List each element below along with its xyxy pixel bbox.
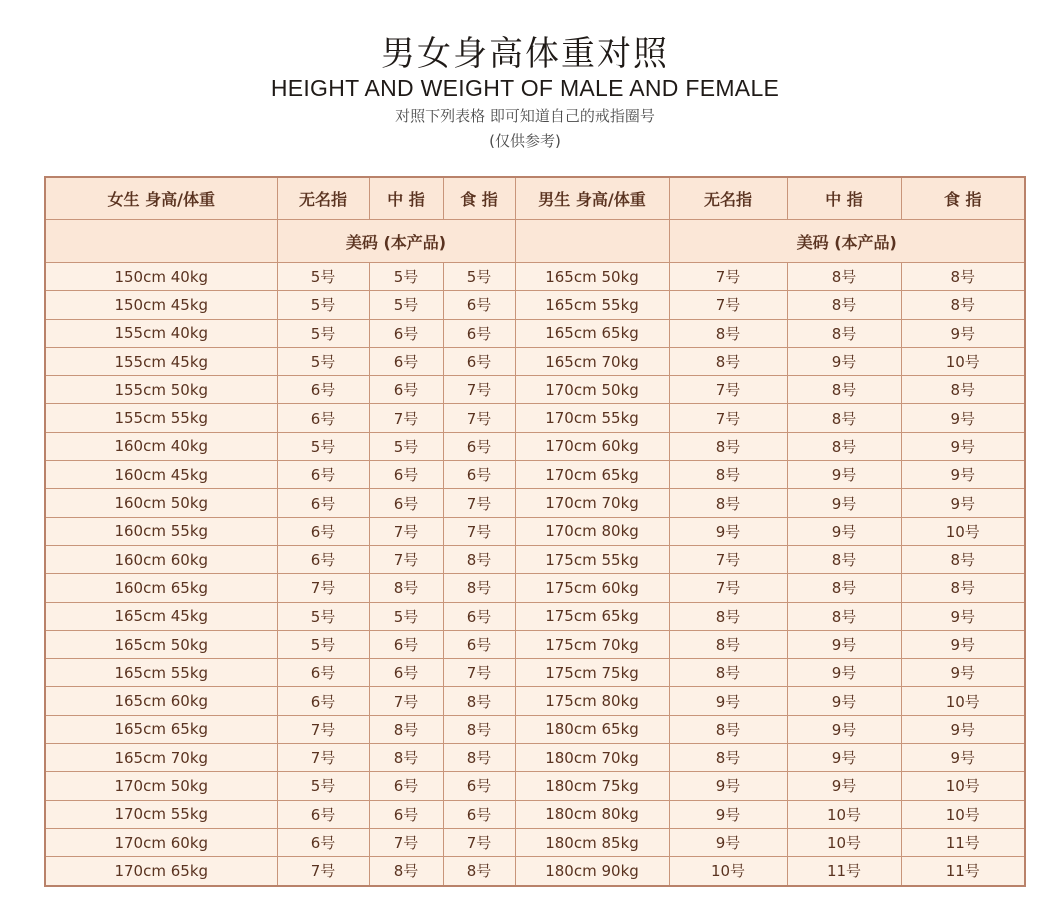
table-row (45, 800, 1025, 828)
male-middle-size-cell: 10号 (787, 828, 901, 856)
male-index-size-cell: 10号 (901, 347, 1025, 375)
female-index-size-cell: 6号 (443, 319, 515, 347)
male-height-weight-cell: 170cm 50kg (515, 376, 669, 404)
male-height-weight-cell: 180cm 65kg (515, 715, 669, 743)
female-middle-size-cell: 7号 (369, 404, 443, 432)
table-row (45, 291, 1025, 319)
page-subtitle: HEIGHT AND WEIGHT OF MALE AND FEMALE (270, 75, 780, 101)
female-middle-size-cell: 7号 (369, 687, 443, 715)
female-middle-size-cell: 6号 (369, 461, 443, 489)
female-middle-size-cell: 5号 (369, 291, 443, 319)
female-height-weight-cell: 165cm 45kg (45, 602, 277, 630)
male-middle-size-cell: 9号 (787, 461, 901, 489)
male-index-size-cell: 8号 (901, 574, 1025, 602)
female-height-weight-cell: 165cm 65kg (45, 715, 277, 743)
male-middle-size-cell: 8号 (787, 432, 901, 460)
table-row (45, 404, 1025, 432)
table-row (45, 630, 1025, 658)
female-middle-size-cell: 6号 (369, 319, 443, 347)
male-index-size-cell: 8号 (901, 291, 1025, 319)
female-index-finger-header: 食 指 (443, 177, 515, 220)
female-ring-size-cell: 6号 (277, 545, 369, 573)
male-height-weight-header: 男生 身高/体重 (515, 177, 669, 220)
female-middle-size-cell: 7号 (369, 545, 443, 573)
table-row (45, 828, 1025, 856)
male-height-weight-cell: 175cm 80kg (515, 687, 669, 715)
male-height-weight-cell: 170cm 65kg (515, 461, 669, 489)
female-height-weight-cell: 160cm 45kg (45, 461, 277, 489)
female-ring-finger-header: 无名指 (277, 177, 369, 220)
header-row (45, 177, 1025, 220)
male-ring-size-cell: 8号 (669, 432, 787, 460)
male-middle-size-cell: 8号 (787, 574, 901, 602)
female-index-size-cell: 6号 (443, 347, 515, 375)
male-ring-size-cell: 7号 (669, 545, 787, 573)
size-chart-table-wrapper (44, 176, 1024, 887)
female-index-size-cell: 7号 (443, 659, 515, 687)
table-row (45, 602, 1025, 630)
male-height-weight-cell: 180cm 70kg (515, 744, 669, 772)
male-ring-size-cell: 7号 (669, 376, 787, 404)
male-middle-size-cell: 9号 (787, 630, 901, 658)
female-height-weight-cell: 165cm 55kg (45, 659, 277, 687)
female-height-weight-cell: 165cm 50kg (45, 630, 277, 658)
female-height-weight-cell: 160cm 50kg (45, 489, 277, 517)
table-row (45, 319, 1025, 347)
female-us-size-subheader: 美码 (本产品) (277, 220, 515, 263)
female-ring-size-cell: 6号 (277, 489, 369, 517)
female-middle-size-cell: 6号 (369, 489, 443, 517)
male-middle-size-cell: 11号 (787, 857, 901, 886)
size-chart-table (44, 176, 1026, 887)
male-ring-size-cell: 7号 (669, 291, 787, 319)
female-index-size-cell: 5号 (443, 263, 515, 291)
female-middle-size-cell: 6号 (369, 347, 443, 375)
female-index-size-cell: 6号 (443, 461, 515, 489)
male-index-size-cell: 9号 (901, 319, 1025, 347)
male-middle-size-cell: 8号 (787, 404, 901, 432)
male-ring-size-cell: 10号 (669, 857, 787, 886)
female-height-weight-cell: 155cm 55kg (45, 404, 277, 432)
table-row (45, 744, 1025, 772)
male-index-size-cell: 11号 (901, 857, 1025, 886)
female-index-size-cell: 8号 (443, 545, 515, 573)
female-middle-size-cell: 5号 (369, 432, 443, 460)
female-blank-subheader (45, 220, 277, 263)
male-height-weight-cell: 170cm 70kg (515, 489, 669, 517)
female-ring-size-cell: 7号 (277, 857, 369, 886)
male-index-size-cell: 9号 (901, 432, 1025, 460)
female-middle-size-cell: 7号 (369, 828, 443, 856)
male-height-weight-cell: 170cm 80kg (515, 517, 669, 545)
male-middle-size-cell: 8号 (787, 602, 901, 630)
female-index-size-cell: 8号 (443, 687, 515, 715)
male-index-size-cell: 10号 (901, 687, 1025, 715)
table-row (45, 489, 1025, 517)
male-ring-size-cell: 9号 (669, 800, 787, 828)
female-height-weight-cell: 155cm 40kg (45, 319, 277, 347)
male-height-weight-cell: 180cm 75kg (515, 772, 669, 800)
female-index-size-cell: 6号 (443, 772, 515, 800)
female-ring-size-cell: 5号 (277, 602, 369, 630)
female-index-size-cell: 8号 (443, 574, 515, 602)
table-row (45, 857, 1025, 886)
male-ring-size-cell: 8号 (669, 630, 787, 658)
female-index-size-cell: 6号 (443, 630, 515, 658)
male-middle-finger-header: 中 指 (787, 177, 901, 220)
table-row (45, 432, 1025, 460)
female-index-size-cell: 6号 (443, 291, 515, 319)
female-middle-size-cell: 8号 (369, 574, 443, 602)
male-height-weight-cell: 165cm 55kg (515, 291, 669, 319)
male-ring-size-cell: 9号 (669, 517, 787, 545)
table-row (45, 376, 1025, 404)
male-index-size-cell: 9号 (901, 489, 1025, 517)
male-index-size-cell: 9号 (901, 715, 1025, 743)
male-index-size-cell: 10号 (901, 800, 1025, 828)
female-ring-size-cell: 5号 (277, 772, 369, 800)
table-row (45, 715, 1025, 743)
male-index-size-cell: 9号 (901, 602, 1025, 630)
table-row (45, 659, 1025, 687)
female-index-size-cell: 6号 (443, 800, 515, 828)
table-row (45, 347, 1025, 375)
female-index-size-cell: 8号 (443, 744, 515, 772)
female-ring-size-cell: 5号 (277, 432, 369, 460)
female-middle-size-cell: 8号 (369, 715, 443, 743)
table-row (45, 263, 1025, 291)
size-chart-body (45, 263, 1025, 886)
female-index-size-cell: 7号 (443, 404, 515, 432)
female-height-weight-cell: 155cm 45kg (45, 347, 277, 375)
male-us-size-subheader: 美码 (本产品) (669, 220, 1025, 263)
male-height-weight-cell: 175cm 70kg (515, 630, 669, 658)
female-ring-size-cell: 6号 (277, 517, 369, 545)
male-index-size-cell: 10号 (901, 772, 1025, 800)
male-index-finger-header: 食 指 (901, 177, 1025, 220)
female-ring-size-cell: 6号 (277, 404, 369, 432)
female-height-weight-cell: 150cm 40kg (45, 263, 277, 291)
male-index-size-cell: 9号 (901, 404, 1025, 432)
female-index-size-cell: 6号 (443, 432, 515, 460)
female-index-size-cell: 7号 (443, 517, 515, 545)
male-middle-size-cell: 9号 (787, 715, 901, 743)
male-middle-size-cell: 8号 (787, 291, 901, 319)
male-ring-size-cell: 8号 (669, 461, 787, 489)
male-height-weight-cell: 180cm 90kg (515, 857, 669, 886)
female-middle-finger-header: 中 指 (369, 177, 443, 220)
female-middle-size-cell: 6号 (369, 772, 443, 800)
male-blank-subheader (515, 220, 669, 263)
male-middle-size-cell: 9号 (787, 347, 901, 375)
female-index-size-cell: 7号 (443, 489, 515, 517)
female-height-weight-cell: 150cm 45kg (45, 291, 277, 319)
female-middle-size-cell: 6号 (369, 800, 443, 828)
male-ring-size-cell: 7号 (669, 263, 787, 291)
female-index-size-cell: 7号 (443, 828, 515, 856)
female-middle-size-cell: 8号 (369, 744, 443, 772)
table-row (45, 461, 1025, 489)
disclaimer-note: (仅供参考) (489, 132, 561, 150)
table-row (45, 517, 1025, 545)
female-ring-size-cell: 6号 (277, 800, 369, 828)
table-row (45, 687, 1025, 715)
female-middle-size-cell: 6号 (369, 659, 443, 687)
male-middle-size-cell: 9号 (787, 744, 901, 772)
male-ring-size-cell: 9号 (669, 772, 787, 800)
male-index-size-cell: 8号 (901, 263, 1025, 291)
male-ring-size-cell: 8号 (669, 489, 787, 517)
female-ring-size-cell: 6号 (277, 376, 369, 404)
female-height-weight-header: 女生 身高/体重 (45, 177, 277, 220)
female-ring-size-cell: 7号 (277, 715, 369, 743)
female-middle-size-cell: 5号 (369, 602, 443, 630)
instruction-note: 对照下列表格 即可知道自己的戒指圈号 (395, 107, 655, 125)
male-ring-size-cell: 8号 (669, 347, 787, 375)
male-height-weight-cell: 170cm 55kg (515, 404, 669, 432)
male-ring-size-cell: 9号 (669, 828, 787, 856)
female-index-size-cell: 8号 (443, 857, 515, 886)
page-title: 男女身高体重对照 (381, 34, 669, 74)
male-height-weight-cell: 180cm 80kg (515, 800, 669, 828)
male-ring-size-cell: 8号 (669, 659, 787, 687)
male-middle-size-cell: 8号 (787, 545, 901, 573)
male-height-weight-cell: 175cm 60kg (515, 574, 669, 602)
female-middle-size-cell: 6号 (369, 630, 443, 658)
male-height-weight-cell: 180cm 85kg (515, 828, 669, 856)
female-height-weight-cell: 165cm 70kg (45, 744, 277, 772)
male-height-weight-cell: 165cm 50kg (515, 263, 669, 291)
female-ring-size-cell: 6号 (277, 828, 369, 856)
male-middle-size-cell: 8号 (787, 376, 901, 404)
female-height-weight-cell: 170cm 65kg (45, 857, 277, 886)
female-height-weight-cell: 160cm 55kg (45, 517, 277, 545)
male-height-weight-cell: 175cm 75kg (515, 659, 669, 687)
male-middle-size-cell: 9号 (787, 687, 901, 715)
female-ring-size-cell: 6号 (277, 461, 369, 489)
female-height-weight-cell: 170cm 60kg (45, 828, 277, 856)
male-index-size-cell: 8号 (901, 545, 1025, 573)
table-row (45, 772, 1025, 800)
female-height-weight-cell: 160cm 60kg (45, 545, 277, 573)
male-index-size-cell: 8号 (901, 376, 1025, 404)
male-middle-size-cell: 8号 (787, 319, 901, 347)
female-ring-size-cell: 6号 (277, 687, 369, 715)
male-middle-size-cell: 9号 (787, 659, 901, 687)
female-middle-size-cell: 7号 (369, 517, 443, 545)
male-ring-size-cell: 8号 (669, 602, 787, 630)
male-index-size-cell: 10号 (901, 517, 1025, 545)
female-height-weight-cell: 170cm 50kg (45, 772, 277, 800)
female-ring-size-cell: 6号 (277, 659, 369, 687)
female-ring-size-cell: 5号 (277, 291, 369, 319)
male-ring-size-cell: 7号 (669, 574, 787, 602)
male-index-size-cell: 9号 (901, 630, 1025, 658)
male-middle-size-cell: 9号 (787, 517, 901, 545)
female-ring-size-cell: 5号 (277, 630, 369, 658)
male-ring-size-cell: 7号 (669, 404, 787, 432)
table-row (45, 545, 1025, 573)
male-height-weight-cell: 165cm 65kg (515, 319, 669, 347)
male-height-weight-cell: 175cm 55kg (515, 545, 669, 573)
female-ring-size-cell: 5号 (277, 319, 369, 347)
female-height-weight-cell: 170cm 55kg (45, 800, 277, 828)
male-height-weight-cell: 175cm 65kg (515, 602, 669, 630)
male-ring-size-cell: 8号 (669, 715, 787, 743)
male-index-size-cell: 9号 (901, 744, 1025, 772)
female-middle-size-cell: 6号 (369, 376, 443, 404)
female-ring-size-cell: 5号 (277, 347, 369, 375)
female-ring-size-cell: 5号 (277, 263, 369, 291)
table-row (45, 574, 1025, 602)
male-middle-size-cell: 8号 (787, 263, 901, 291)
female-index-size-cell: 7号 (443, 376, 515, 404)
subheader-row (45, 220, 1025, 263)
female-index-size-cell: 8号 (443, 715, 515, 743)
male-ring-size-cell: 8号 (669, 744, 787, 772)
female-middle-size-cell: 5号 (369, 263, 443, 291)
female-height-weight-cell: 160cm 40kg (45, 432, 277, 460)
male-height-weight-cell: 165cm 70kg (515, 347, 669, 375)
male-index-size-cell: 9号 (901, 461, 1025, 489)
female-ring-size-cell: 7号 (277, 744, 369, 772)
male-ring-size-cell: 8号 (669, 319, 787, 347)
male-index-size-cell: 11号 (901, 828, 1025, 856)
male-middle-size-cell: 9号 (787, 772, 901, 800)
male-ring-size-cell: 9号 (669, 687, 787, 715)
female-ring-size-cell: 7号 (277, 574, 369, 602)
female-height-weight-cell: 165cm 60kg (45, 687, 277, 715)
male-height-weight-cell: 170cm 60kg (515, 432, 669, 460)
female-index-size-cell: 6号 (443, 602, 515, 630)
male-middle-size-cell: 9号 (787, 489, 901, 517)
male-ring-finger-header: 无名指 (669, 177, 787, 220)
male-index-size-cell: 9号 (901, 659, 1025, 687)
female-middle-size-cell: 8号 (369, 857, 443, 886)
female-height-weight-cell: 155cm 50kg (45, 376, 277, 404)
male-middle-size-cell: 10号 (787, 800, 901, 828)
female-height-weight-cell: 160cm 65kg (45, 574, 277, 602)
